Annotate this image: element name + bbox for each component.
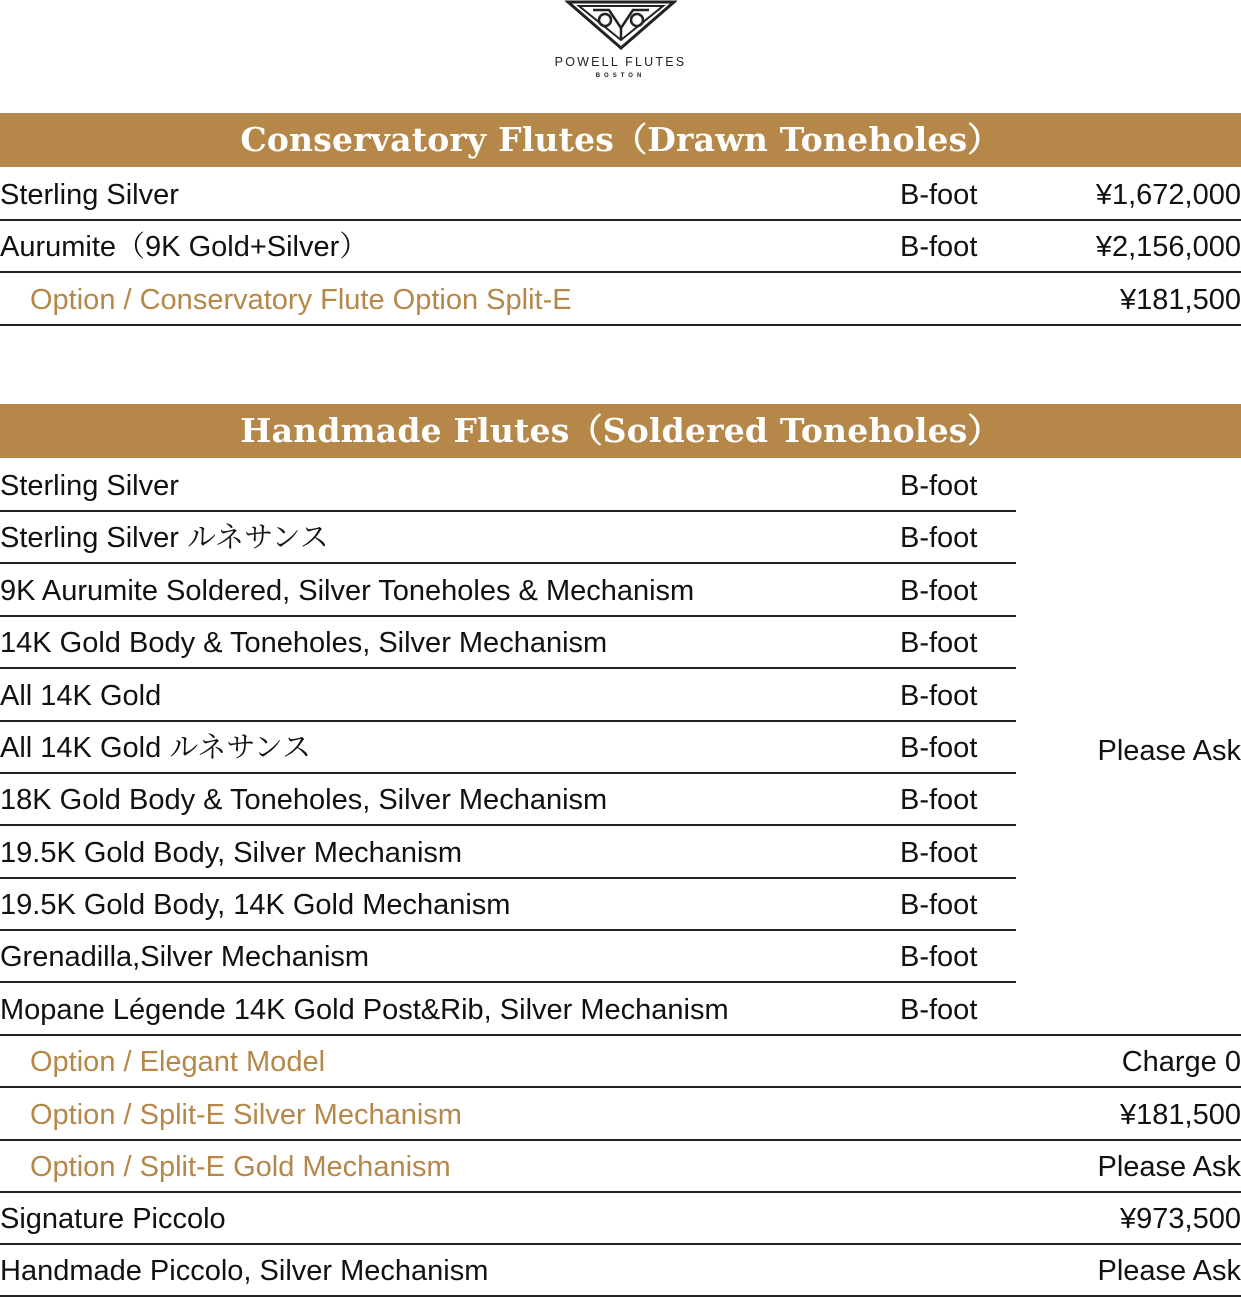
row-divider (0, 824, 1016, 826)
table-row (0, 617, 1016, 669)
table-row (0, 774, 1016, 826)
table-row (0, 670, 1016, 722)
foot-type: B-foot (900, 231, 978, 263)
model-price: ¥2,156,000 (1095, 231, 1241, 263)
option-row (0, 1141, 1241, 1193)
model-name: All 14K Gold ルネサンス (0, 732, 312, 764)
table-row (0, 169, 1241, 221)
option-name: Option / Elegant Model (30, 1046, 326, 1078)
table-row (0, 984, 1241, 1036)
table-row (0, 827, 1016, 879)
foot-type: B-foot (900, 889, 978, 921)
option-price: Please Ask (1097, 1151, 1241, 1183)
row-divider (0, 562, 1016, 564)
foot-type: B-foot (900, 680, 978, 712)
table-row (0, 512, 1016, 564)
row-divider (0, 324, 1241, 326)
model-name: Sterling Silver (0, 179, 179, 211)
option-price: ¥181,500 (1120, 1099, 1241, 1131)
option-name: Option / Conservatory Flute Option Split-E (30, 284, 572, 316)
row-divider (0, 667, 1016, 669)
foot-type: B-foot (900, 837, 978, 869)
model-name: All 14K Gold (0, 680, 162, 712)
foot-type: B-foot (900, 179, 978, 211)
foot-type: B-foot (900, 627, 978, 659)
table-row (0, 879, 1016, 931)
foot-type: B-foot (900, 994, 978, 1026)
model-name: Sterling Silver ルネサンス (0, 522, 329, 554)
table-row (0, 1245, 1241, 1297)
model-price: Please Ask (1097, 1255, 1241, 1287)
option-name: Option / Split-E Silver Mechanism (30, 1099, 462, 1131)
brand-name: POWELL FLUTES (554, 55, 687, 69)
model-name: 18K Gold Body & Toneholes, Silver Mechanism (0, 784, 608, 816)
table-row (0, 565, 1016, 617)
model-name: Signature Piccolo (0, 1203, 226, 1235)
model-name: 14K Gold Body & Toneholes, Silver Mechanism (0, 627, 608, 659)
table-row (0, 460, 1016, 512)
model-name: Grenadilla,Silver Mechanism (0, 941, 370, 973)
model-name: 19.5K Gold Body, Silver Mechanism (0, 837, 463, 869)
model-price: ¥1,672,000 (1095, 179, 1241, 211)
foot-type: B-foot (900, 470, 978, 502)
option-row (0, 274, 1241, 326)
table-row (0, 722, 1016, 774)
option-row (0, 1089, 1241, 1141)
model-name: Sterling Silver (0, 470, 179, 502)
foot-type: B-foot (900, 522, 978, 554)
option-name: Option / Split-E Gold Mechanism (30, 1151, 451, 1183)
table-row (0, 221, 1241, 273)
option-price: Charge 0 (1121, 1046, 1241, 1078)
model-name: Handmade Piccolo, Silver Mechanism (0, 1255, 489, 1287)
brand-city: BOSTON (595, 73, 646, 79)
model-name: Aurumite（9K Gold+Silver） (0, 231, 369, 263)
model-price: ¥973,500 (1120, 1203, 1241, 1235)
model-name: 9K Aurumite Soldered, Silver Toneholes & Mechanism (0, 575, 695, 607)
table-row (0, 931, 1016, 983)
foot-type: B-foot (900, 575, 978, 607)
row-divider (0, 271, 1241, 273)
model-name: Mopane Légende 14K Gold Post&Rib, Silver Mechanism (0, 994, 729, 1026)
option-price: ¥181,500 (1120, 284, 1241, 316)
table-row (0, 1193, 1241, 1245)
powell-crest-icon (565, 0, 677, 52)
brand-logo (0, 0, 1241, 90)
model-name: 19.5K Gold Body, 14K Gold Mechanism (0, 889, 511, 921)
foot-type: B-foot (900, 784, 978, 816)
row-divider (0, 1086, 1241, 1088)
handmade-header: Handmade Flutes（Soldered Toneholes） (0, 404, 1241, 458)
foot-type: B-foot (900, 941, 978, 973)
row-divider (0, 981, 1016, 983)
merged-price-cell: Please Ask (1097, 735, 1241, 767)
option-row (0, 1036, 1241, 1088)
foot-type: B-foot (900, 732, 978, 764)
conservatory-header: Conservatory Flutes（Drawn Toneholes） (0, 113, 1241, 167)
